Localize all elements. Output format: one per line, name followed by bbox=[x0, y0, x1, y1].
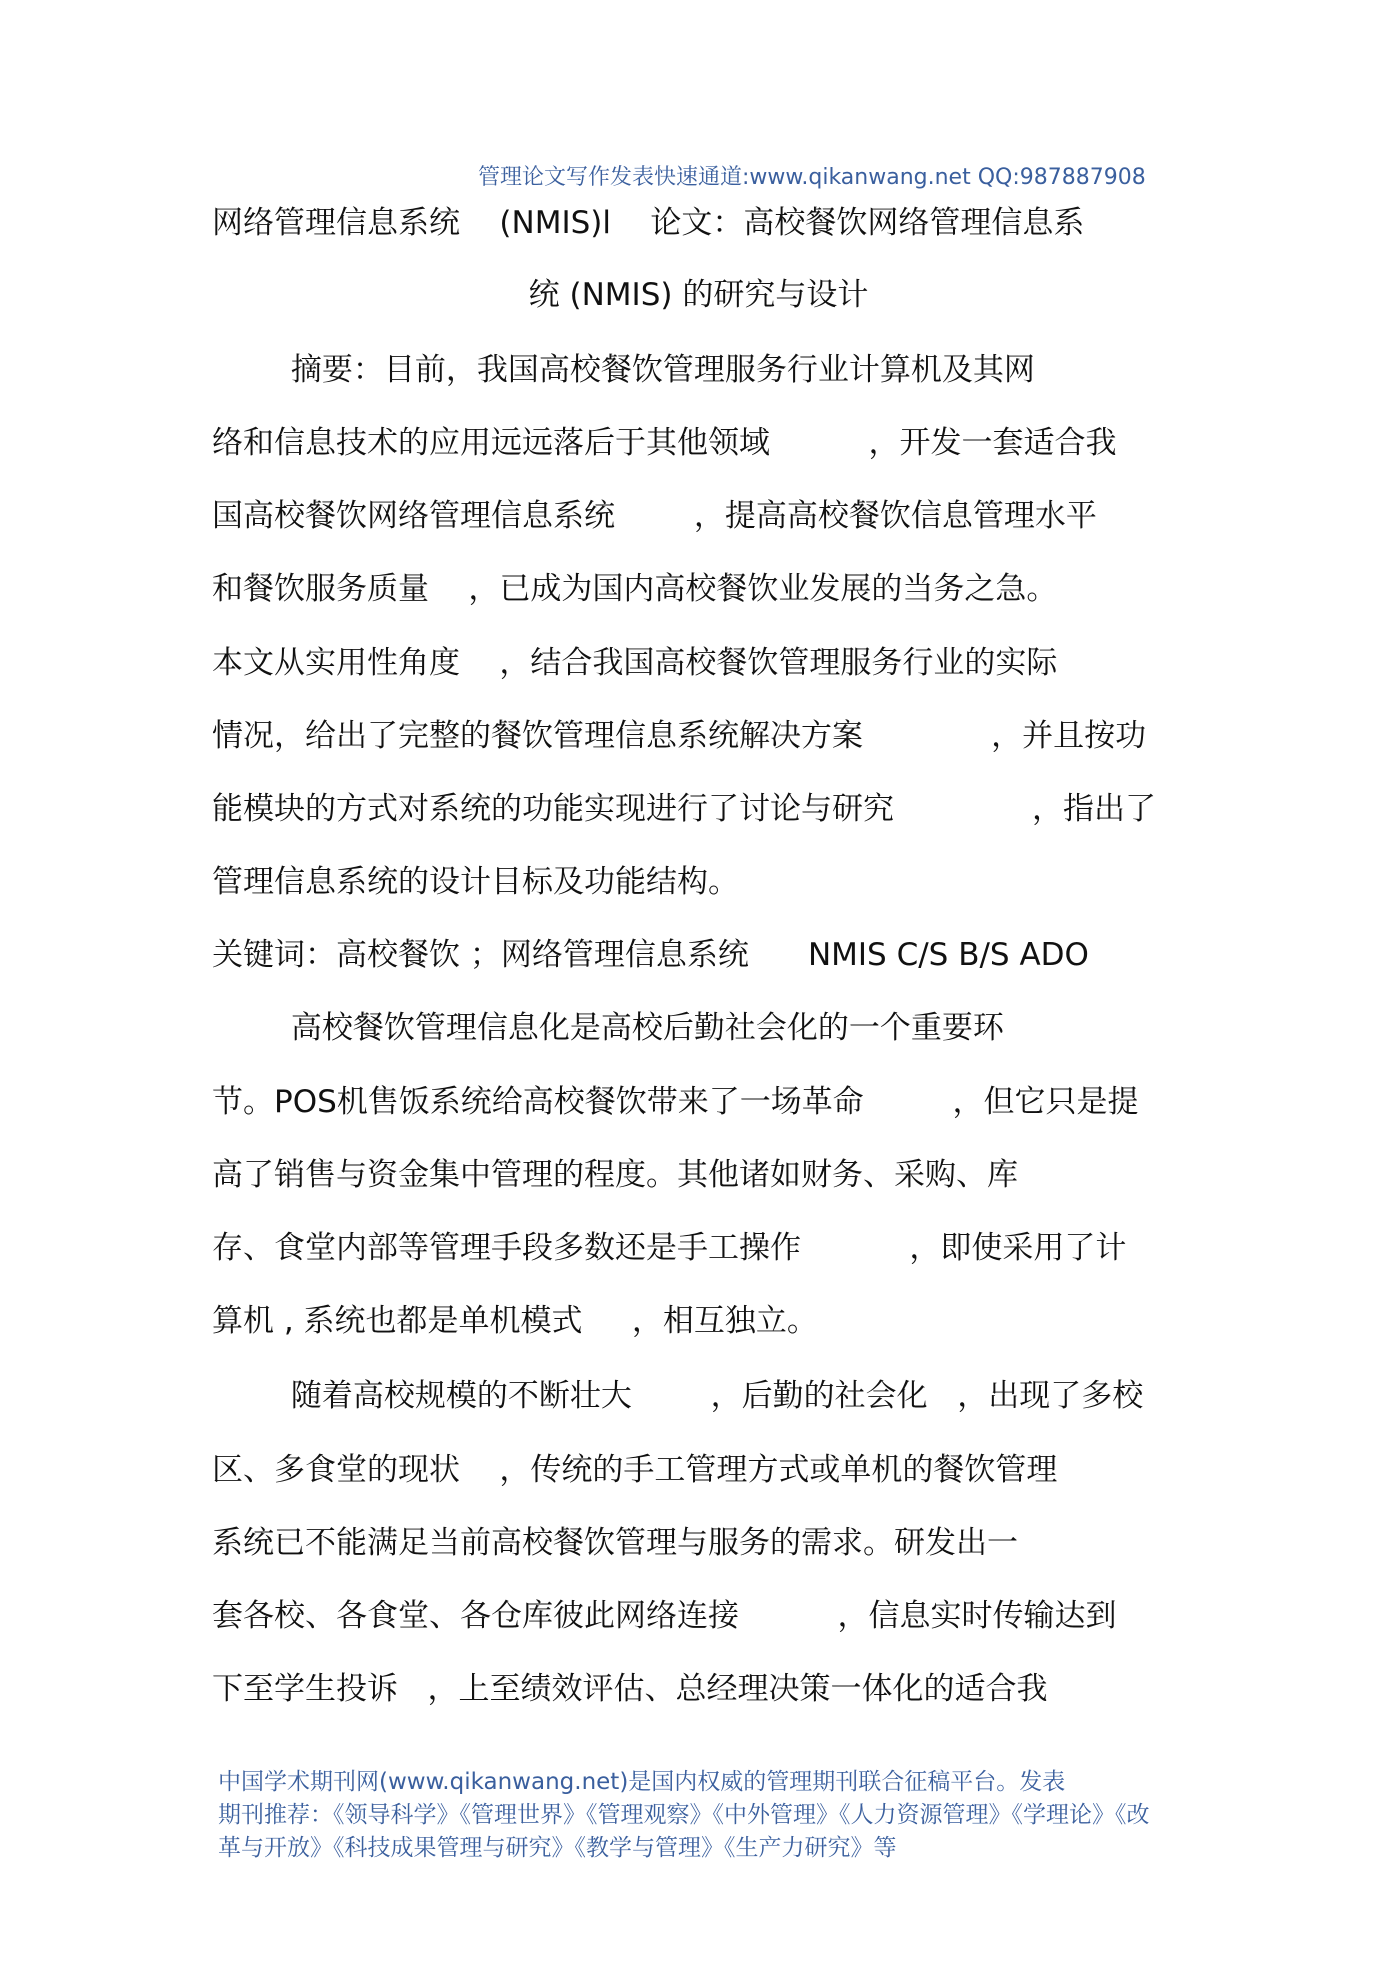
footer-line: 期刊推荐：《领导科学》《管理世界》《管理观察》《中外管理》《人力资源管理》《学理论》《改 bbox=[218, 1802, 1150, 1828]
body-line: 和餐饮服务质量 ，已成为国内高校餐饮业发展的当务之急。 bbox=[212, 571, 1058, 607]
body-line: 区、多食堂的现状 ，传统的手工管理方式或单机的餐饮管理 bbox=[212, 1452, 1058, 1488]
body-line: 算机 , 系统也都是单机模式 ，相互独立。 bbox=[212, 1303, 818, 1339]
body-line: 本文从实用性角度 ，结合我国高校餐饮管理服务行业的实际 bbox=[212, 645, 1058, 681]
body-line: 系统已不能满足当前高校餐饮管理与服务的需求。研发出一 bbox=[212, 1525, 1018, 1561]
body-line: 套各校、各食堂、各仓库彼此网络连接 ，信息实时传输达到 bbox=[212, 1598, 1117, 1634]
footer-line: 中国学术期刊网(www.qikanwang.net)是国内权威的管理期刊联合征稿平台。发表 bbox=[218, 1769, 1066, 1795]
body-line: 管理信息系统的设计目标及功能结构。 bbox=[212, 864, 739, 900]
body-line: 高校餐饮管理信息化是高校后勤社会化的一个重要环 bbox=[212, 1010, 1004, 1046]
footer-watermark bbox=[218, 1766, 1208, 1865]
body-line: 存、食堂内部等管理手段多数还是手工操作 ，即使采用了计 bbox=[212, 1230, 1127, 1266]
body-line: 随着高校规模的不断壮大 ，后勤的社会化 ，出现了多校 bbox=[212, 1378, 1144, 1414]
header-watermark: 管理论文写作发表快速通道:www.qikanwang.net QQ:987887908 bbox=[478, 165, 1146, 190]
body-line: 情况，给出了完整的餐饮管理信息系统解决方案 ，并且按功 bbox=[212, 718, 1147, 754]
body-line: 国高校餐饮网络管理信息系统 ，提高高校餐饮信息管理水平 bbox=[212, 498, 1097, 534]
document-title-line-2: 统 (NMIS) 的研究与设计 bbox=[528, 277, 869, 313]
body-line: 高了销售与资金集中管理的程度。其他诸如财务、采购、库 bbox=[212, 1157, 1018, 1193]
body-line: 下至学生投诉 ，上至绩效评估、总经理决策一体化的适合我 bbox=[212, 1671, 1048, 1707]
keywords-line: 关键词：高校餐饮 ；网络管理信息系统 NMIS C/S B/S ADO bbox=[212, 937, 1089, 973]
footer-line: 革与开放》《科技成果管理与研究》《教学与管理》《生产力研究》等 bbox=[218, 1835, 897, 1861]
body-line: 摘要：目前，我国高校餐饮管理服务行业计算机及其网 bbox=[212, 352, 1035, 388]
document-title-line-1: 网络管理信息系统 (NMIS)l 论文：高校餐饮网络管理信息系 bbox=[212, 205, 1085, 241]
body-line: 能模块的方式对系统的功能实现进行了讨论与研究 ，指出了 bbox=[212, 791, 1156, 827]
body-line: 络和信息技术的应用远远落后于其他领域 ，开发一套适合我 bbox=[212, 425, 1117, 461]
body-line: 节。POS机售饭系统给高校餐饮带来了一场革命 ，但它只是提 bbox=[212, 1084, 1139, 1120]
